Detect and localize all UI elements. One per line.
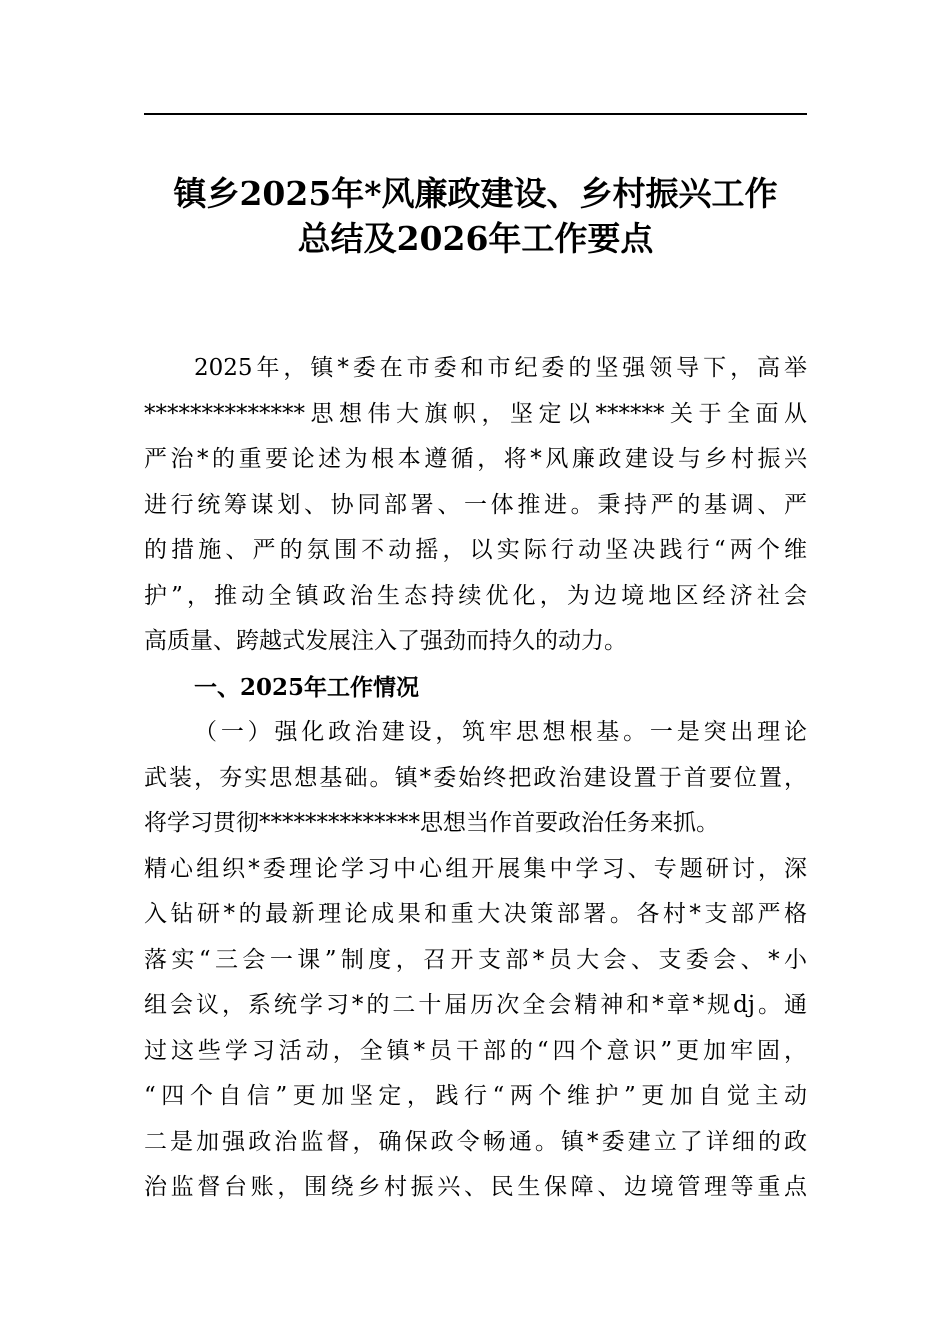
paragraph-line: “四个自信”更加坚定，践行“两个维护”更加自觉主动 (144, 1083, 807, 1109)
paragraph-line: 高质量、跨越式发展注入了强劲而持久的动力。 (144, 628, 627, 654)
document-title-line-2: 总结及2026年工作要点 (297, 219, 654, 258)
paragraph-line: 组会议，系统学习*的二十届历次全会精神和*章*规dj。通 (144, 992, 807, 1018)
paragraph-line: （一）强化政治建设，筑牢思想根基。一是突出理论 (194, 719, 807, 745)
paragraph-line: 将学习贯彻**************思想当作首要政治任务来抓。 (144, 810, 719, 836)
paragraph-line: 治监督台账，围绕乡村振兴、民生保障、边境管理等重点 (144, 1174, 807, 1200)
paragraph-line: **************思想伟大旗帜，坚定以******关于全面从 (144, 400, 807, 427)
paragraph-line: 精心组织*委理论学习中心组开展集中学习、专题研讨，深 (144, 855, 807, 882)
paragraph-line: 入钻研*的最新理论成果和重大决策部署。各村*支部严格 (144, 901, 807, 927)
paragraph-line: 护”，推动全镇政治生态持续优化，为边境地区经济社会 (144, 582, 807, 609)
paragraph-line: 的措施、严的氛围不动摇，以实际行动坚决践行“两个维 (144, 537, 807, 563)
section-heading: 一、2025年工作情况 (194, 673, 420, 701)
paragraph-line: 落实“三会一课”制度，召开支部*员大会、支委会、*小 (144, 946, 807, 973)
document-title-line-1: 镇乡2025年*风廉政建设、乡村振兴工作 (173, 174, 778, 213)
paragraph-line: 武装，夯实思想基础。镇*委始终把政治建设置于首要位置， (144, 764, 807, 791)
paragraph-line: 二是加强政治监督，确保政令畅通。镇*委建立了详细的政 (144, 1128, 807, 1155)
paragraph-line: 严治*的重要论述为根本遵循，将*风廉政建设与乡村振兴 (144, 446, 807, 472)
document-body (144, 346, 807, 1211)
paragraph-line: 进行统筹谋划、协同部署、一体推进。秉持严的基调、严 (144, 491, 807, 518)
paragraph-line: 过这些学习活动，全镇*员干部的“四个意识”更加牢固， (144, 1037, 807, 1064)
header-rule (144, 113, 807, 115)
paragraph-line: 2025年，镇*委在市委和市纪委的坚强领导下，高举 (194, 355, 807, 381)
